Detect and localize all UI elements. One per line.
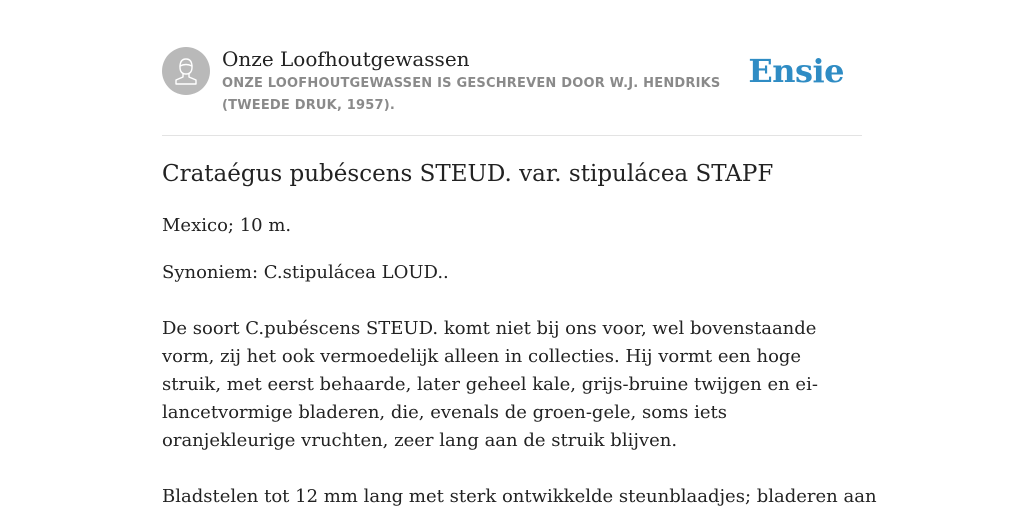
article-paragraph: Mexico; 10 m. <box>162 215 292 236</box>
user-icon <box>162 47 210 95</box>
article-paragraph: De soort C.pubéscens STEUD. komt niet bij ons voor, wel bovenstaande vorm, zij het ook vermoedelijk alleen in collecties. Hij vormt een hoge struik, met eerst behaarde, later geheel kale, grijs-bruine twijgen en ei-lancetvormige bladeren, die, evenals de groen-gele, soms iets oranjekleurige vruchten, zeer lang aan de struik blijven. <box>162 318 818 451</box>
ensie-logo-link[interactable]: Ensie <box>748 52 844 90</box>
article-paragraph: Bladstelen tot 12 mm lang met sterk ontwikkelde steunblaadjes; bladeren aan <box>162 486 877 507</box>
source-title[interactable]: Onze Loofhoutgewassen <box>222 47 470 71</box>
article-title: Crataégus pubéscens STEUD. var. stipulácea STAPF <box>162 161 774 187</box>
article-paragraph: Synoniem: C.stipulácea LOUD.. <box>162 262 449 283</box>
header-divider <box>162 135 862 136</box>
source-header <box>162 45 862 135</box>
source-subtitle: ONZE LOOFHOUTGEWASSEN IS GESCHREVEN DOOR W.J. HENDRIKS (TWEEDE DRUK, 1957). <box>222 76 721 113</box>
avatar[interactable] <box>162 47 210 95</box>
